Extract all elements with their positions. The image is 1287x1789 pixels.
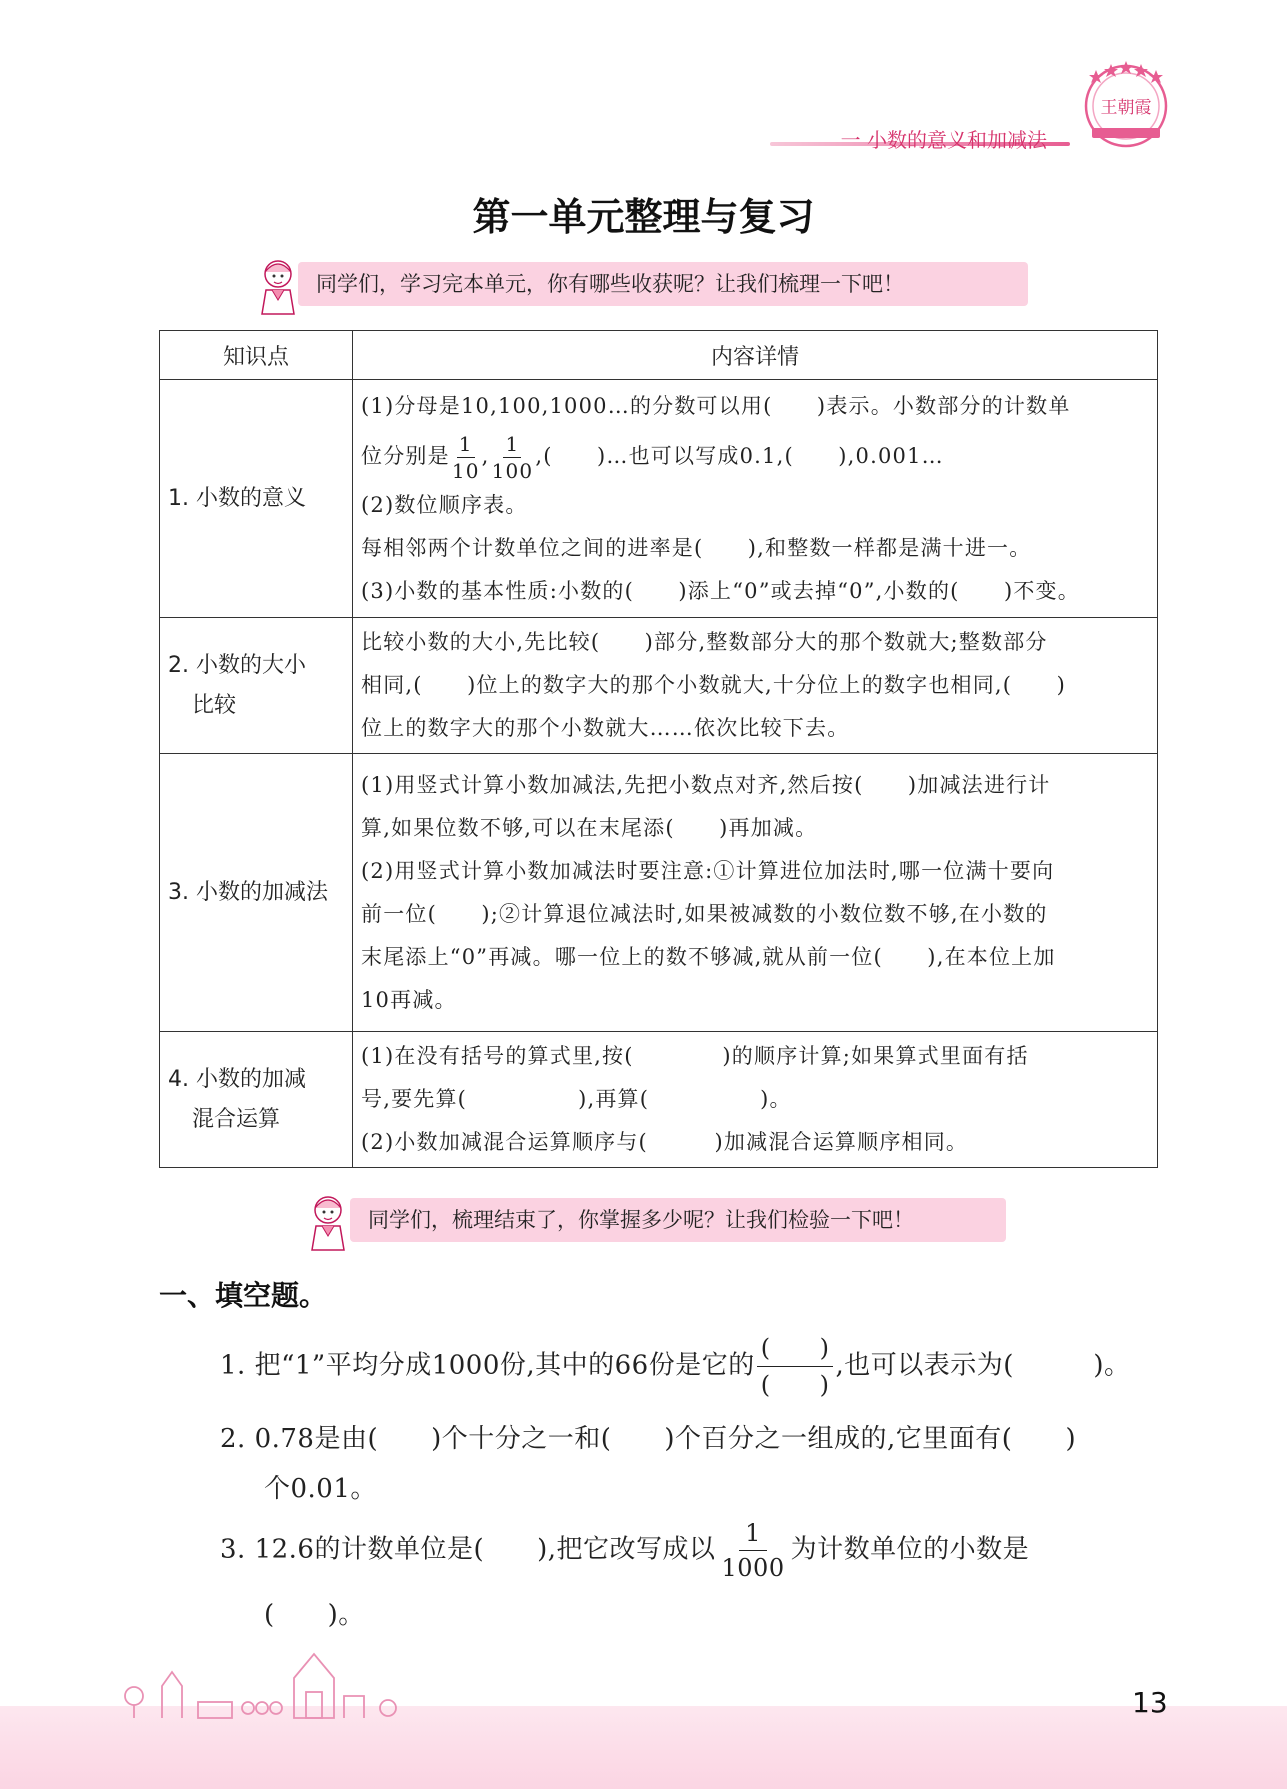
girl-mascot-icon (256, 256, 302, 320)
content-line: (3)小数的基本性质:小数的( )添上“0”或去掉“0”,小数的( )不变。 (361, 578, 1080, 603)
content-cell (353, 380, 1158, 618)
fraction-one-hundredth: $\frac{1}{100}$ (491, 431, 534, 483)
content-line: (1)分母是10,100,1000…的分数可以用( )表示。小数部分的计数单 (361, 393, 1071, 418)
page-number: 13 (1132, 1686, 1168, 1719)
fraction-one-tenth: $\frac{1}{10}$ (451, 431, 480, 483)
column-header-knowledge-point: 知识点 (160, 331, 353, 380)
column-header-content: 内容详情 (353, 331, 1158, 380)
table-row (160, 618, 1158, 754)
content-line: (2)数位顺序表。 (361, 492, 528, 517)
table-header-row (160, 331, 1158, 380)
section-heading-fill-blanks: 一、填空题。 (159, 1279, 328, 1312)
blank-fraction: ( ) ( ) (757, 1330, 834, 1403)
table-row (160, 380, 1158, 618)
page-title: 第一单元整理与复习 (472, 195, 815, 239)
knowledge-point: 1. 小数的意义 (160, 380, 353, 618)
content-line: 末尾添上“0”再减。哪一位上的数不够减,就从前一位( ),在本位上加 (361, 944, 1056, 969)
content-line: 前一位( );②计算退位减法时,如果被减数的小数位数不够,在小数的 (361, 901, 1048, 926)
table-row (160, 754, 1158, 1032)
logo-text: 王朝霞 (1100, 98, 1152, 118)
question-2: 2. 0.78是由( )个十分之一和( )个百分之一组成的,它里面有( ) 个0.01。 (220, 1424, 1077, 1504)
chapter-heading: 一 小数的意义和加减法 (840, 128, 1047, 152)
content-line: (2)小数加减混合运算顺序与( )加减混合运算顺序相同。 (361, 1130, 969, 1154)
content-line: (2)用竖式计算小数加减法时要注意:①计算进位加法时,哪一位满十要向 (361, 858, 1055, 883)
question-1: 1. 把“1”平均分成1000份,其中的66份是它的 ( ) ( ) ,也可以表示为( )。 (220, 1330, 1131, 1403)
content-cell (353, 618, 1158, 754)
question-3: 3. 12.6的计数单位是( ),把它改写成以 $\frac{1}{1000}$ 为计数单位的小数是 (220, 1516, 1029, 1585)
content-line: 10再减。 (361, 987, 457, 1012)
banner-review-intro: 同学们，学习完本单元，你有哪些收获呢？让我们梳理一下吧！ (298, 262, 1028, 306)
girl-mascot-icon (306, 1192, 352, 1256)
castle-decoration-icon (118, 1646, 418, 1720)
brand-logo-seal (1078, 56, 1174, 152)
knowledge-point: 3. 小数的加减法 (160, 754, 353, 1032)
question-3-continued: ( )。 (264, 1600, 365, 1630)
knowledge-point: 2. 小数的大小 比较 (160, 618, 353, 754)
content-cell (353, 1032, 1158, 1168)
content-line: 位上的数字大的那个小数就大……依次比较下去。 (361, 716, 850, 740)
table-row (160, 1032, 1158, 1168)
content-line: 相同,( )位上的数字大的那个小数就大,十分位上的数字也相同,( ) (361, 673, 1066, 697)
fraction-one-thousandth: $\frac{1}{1000}$ (722, 1516, 785, 1585)
content-cell (353, 754, 1158, 1032)
content-line: 算,如果位数不够,可以在末尾添( )再加减。 (361, 815, 818, 840)
knowledge-table (159, 330, 1158, 1168)
content-line: (1)用竖式计算小数加减法,先把小数点对齐,然后按( )加减法进行计 (361, 772, 1051, 797)
content-line-fractions: 位分别是 $\frac{1}{10}$ , $\frac{1}{100}$ ,( )…也可以写成0.1,( ),0.001… (361, 431, 944, 483)
content-line: 号,要先算( ),再算( )。 (361, 1087, 792, 1111)
content-line: (1)在没有括号的算式里,按( )的顺序计算;如果算式里面有括 (361, 1044, 1029, 1068)
content-line: 比较小数的大小,先比较( )部分,整数部分大的那个数就大;整数部分 (361, 630, 1048, 654)
banner-practice-intro: 同学们，梳理结束了，你掌握多少呢？让我们检验一下吧！ (350, 1198, 1006, 1242)
content-line: 每相邻两个计数单位之间的进率是( ),和整数一样都是满十进一。 (361, 535, 1032, 560)
knowledge-point: 4. 小数的加减 混合运算 (160, 1032, 353, 1168)
